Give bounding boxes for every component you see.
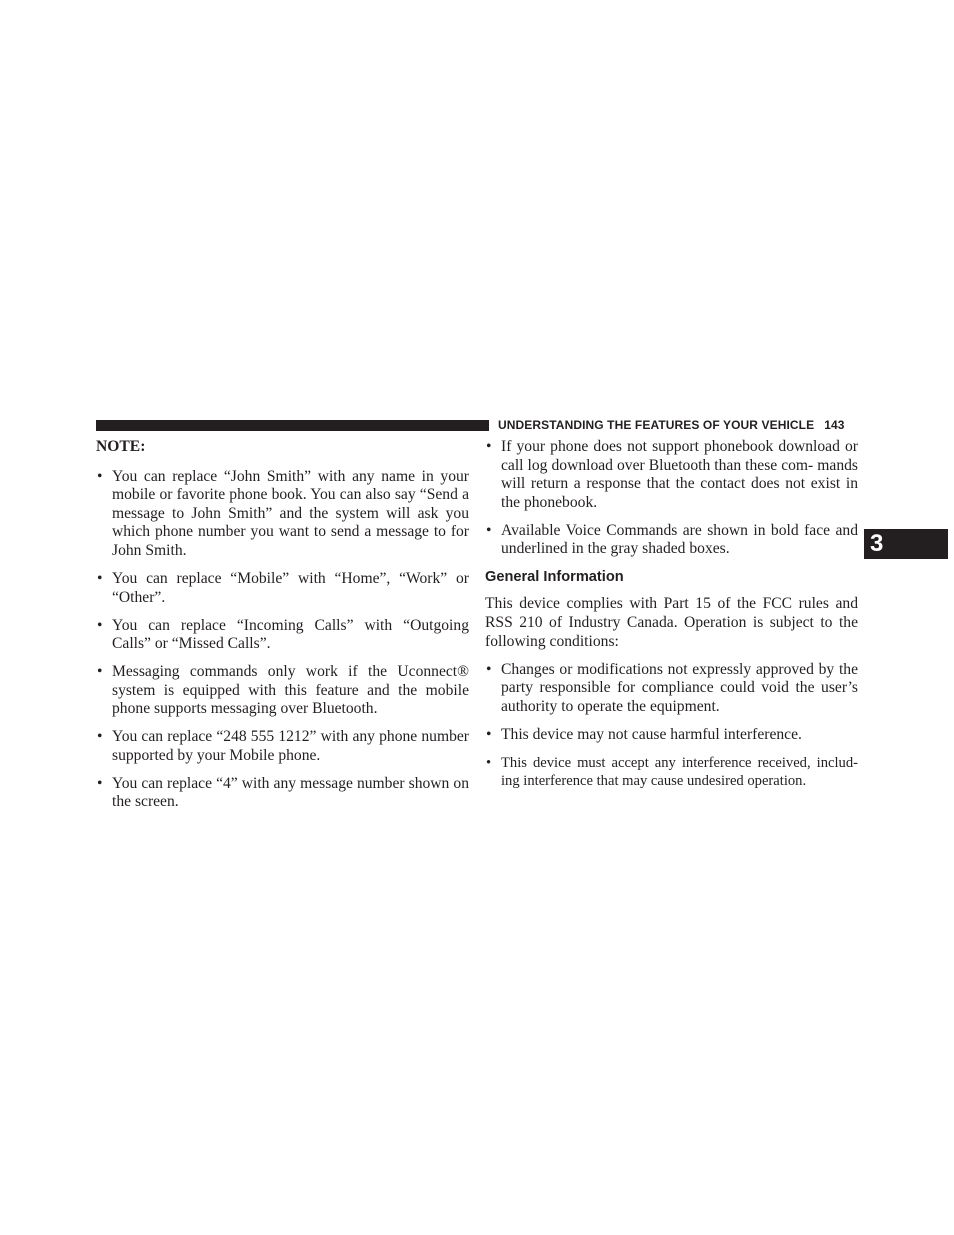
bullet-icon: • bbox=[97, 467, 103, 485]
voice-command-bullet-list bbox=[485, 438, 858, 559]
list-item: • You can replace “John Smith” with any name in your mobile or favorite phone book. You can also say “Send a message to John Smith” and the system will ask you which phone number you want to send a message to for John Smith. bbox=[97, 467, 469, 559]
list-item: • Available Voice Commands are shown in bold face and underlined in the gray shaded boxes. bbox=[486, 521, 858, 558]
chapter-tab bbox=[864, 529, 948, 559]
section-title: UNDERSTANDING THE FEATURES OF YOUR VEHICLE bbox=[498, 418, 815, 432]
bullet-icon: • bbox=[97, 728, 103, 746]
section-heading: General Information bbox=[485, 569, 624, 586]
bullet-icon: • bbox=[486, 521, 492, 539]
running-header bbox=[498, 418, 845, 432]
list-item: • You can replace “248 555 1212” with any phone number supported by your Mobile phone. bbox=[97, 728, 469, 764]
list-item: • This device must accept any interference received, includ- ing interference that may cause undesired operation. bbox=[486, 754, 858, 790]
bullet-icon: • bbox=[97, 616, 103, 634]
bullet-icon: • bbox=[97, 663, 103, 681]
left-column bbox=[96, 438, 469, 821]
list-item: • If your phone does not support phonebook download or call log download over Bluetooth than these com- mands will return a response that the contact does not exist in the phonebook. bbox=[486, 438, 858, 511]
header-rule bbox=[96, 420, 489, 431]
page-number: 143 bbox=[824, 418, 845, 432]
list-item: • You can replace “4” with any message number shown on the screen. bbox=[97, 774, 469, 811]
bullet-icon: • bbox=[486, 754, 492, 771]
list-item: • Changes or modifications not expressly approved by the party responsible for compliance could void the user’s authority to operate the equipment. bbox=[486, 660, 858, 715]
bullet-icon: • bbox=[486, 438, 492, 455]
bullet-icon: • bbox=[486, 660, 492, 678]
list-item: • This device may not cause harmful interference. bbox=[486, 725, 802, 743]
list-item: • You can replace “Incoming Calls” with “Outgoing Calls” or “Missed Calls”. bbox=[97, 616, 469, 653]
bullet-icon: • bbox=[486, 725, 492, 743]
list-item: • Messaging commands only work if the Uconnect® system is equipped with this feature and the mobile phone supports messaging over Bluetooth. bbox=[97, 663, 469, 718]
list-item: • You can replace “Mobile” with “Home”, “Work” or “Other”. bbox=[97, 569, 469, 606]
conditions-bullet-list bbox=[485, 661, 858, 791]
bullet-icon: • bbox=[97, 774, 103, 792]
chapter-number: 3 bbox=[870, 530, 884, 557]
note-bullet-list bbox=[96, 468, 469, 812]
note-label: NOTE: bbox=[96, 438, 146, 455]
fcc-paragraph: This device complies with Part 15 of the FCC rules and RSS 210 of Industry Canada. Operation is subject to the following conditions: bbox=[485, 595, 858, 650]
bullet-icon: • bbox=[97, 569, 103, 587]
right-column bbox=[485, 438, 858, 800]
